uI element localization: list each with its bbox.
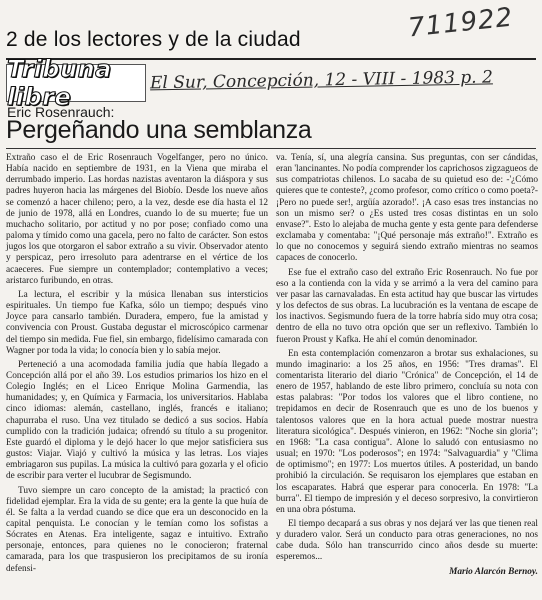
masthead-box [6, 55, 146, 111]
handwritten-archive-number: 711922 [406, 2, 515, 44]
section-heading: 2 de los lectores y de la ciudad [6, 28, 301, 51]
byline: Eric Rosenrauch: [7, 104, 115, 120]
author-signature: Mario Alarcón Bernoy. [449, 566, 538, 577]
paragraph: Tuvo siempre un caro concepto de la amistad; la practicó con fidelidad ejemplar. Era la vida de su gente; era la gente la que huía de él. Se falta a la verdad cuando se dice que era un desconocido en la capital penquista. Le conocían y le temían como los sofistas a Sócrates en Atenas. Era inteligente, sagaz e intuitivo. Extraño personaje, entonces, para quienes no le conocieron; fraternal camarada, para los que traspusieron los precipitamos de su ironía defensi- [6, 485, 268, 574]
left-column [6, 153, 268, 578]
paragraph: Perteneció a una acomodada familia judía que había llegado a Concepción allá por el año 39. Los estudios primarios los hizo en el Colegio Inglés; en el Liceo Enrique Molina Garmendia, las humanidades; y, en Química y Farmacia, los universitarios. Hablaba cinco idiomas: alemán, castellano, inglés, francés e italiano; chapurraba el ruso. Una vez titulado se dedicó a sus socios. Había cumplido con la tradición judaica; ofrendó su título a su progenitor. Este guardó el diploma y le dejó hacer lo que mejor satisficiera sus gustos: Viajar. Viajó y cultivó la música y las letras. Los viajes embriagaron sus pupilas. La música la cultivó para gozarla y el oficio de escribir para verter el lucubrar de Segismundo. [6, 359, 268, 482]
paragraph: va. Tenía, sí, una alegría cansina. Sus preguntas, con ser cándidas, eran 'lancinantes. No podía comprender los caprichosos zigzagueos de sus compatriotas chilenos. Lo sacaba de su quietud eso de: -'¿Cómo quieres que te conteste?, ¿como profesor, como crítico o como poeta?- ¡Pero no puede ser!, argüía azorado!'. ¡A caso esas tres instancias no son un mismo ser? o ¿Es usted tres cosas distintas en un solo envase?''. Esto lo alejaba de mucha gente y esta gente para defenderse exclamaba y comentaba: "¡Qué personaje más extraño!". Extraño es lo que no conocemos y seguirá siendo extraño mientras no seamos capaces de conocerlo. [276, 153, 538, 264]
article-title: Pergeñando una semblanza [6, 116, 312, 144]
handwritten-source-note: El Sur, Concepción, 12 - VIII - 1983 p. 2 [149, 67, 494, 94]
masthead: Tribuna libre [7, 55, 112, 111]
paragraph: En esta contemplación comenzaron a brotar sus exhalaciones, su mundo imaginario: a los 25 años, en 1956: "Tres dramas". El comentarista literario del diario "Crónica" de Concepción, el 14 de enero de 1957, hablando de este libro primero, concluía su nota con estas palabras: "Por todos los valores que el libro contiene, no trepidamos en decir de Rosenrauch que es uno de los buenos y talentosos valores que en la hora actual puede mostrar nuestra literatura sicológica". Después vinieron, en 1962: "Noche sin gloria"; en 1968: "La casa contigua". Alone lo saludó con entusiasmo no usual; en 1970: "Los poderosos"; en 1974: "Salvaguardia" y "Clima de optimismo"; en 1977: Los muertos útiles. A posteridad, un bando prohibió la circulación. Se requisaron los ejemplares que estaban en los escaparates. Habrá que esperar para conocerla. En 1978: "La burra". El tiempo de impresión y el deceso sorpresivo, la convirtieron en una obra póstuma. [276, 348, 538, 515]
paragraph: Extraño caso el de Eric Rosenrauch Vogelfanger, pero no único. Había nacido en septiembre de 1931, en la Viena que miraba el derrumbado imperio. Las hordas nazistas aventaron la diáspora y sus padres huyeron hacia las márgenes del Biobío. Desde los nueve años se comenzó a hacer chileno; pero, a la vez, desde ese día hasta el 12 de junio de 1978, allá en Londres, cuando lo de su muerte; fue un muchacho solitario, por actitud y no por pose; confiado como una paloma y tímido como una gacela, pero no falto de carácter. Son estos jugos los que otorgaron el sabor extraño a su vivir. Observador atento y perspicaz, pero irresoluto para adentrarse en el vértice de los acaeceres. Fue siempre un contemplador; contemplativo a veces; aristarco furibundo, en otras. [6, 153, 268, 286]
title-rule [6, 148, 536, 149]
right-column [276, 153, 538, 578]
paragraph: El tiempo decapará a sus obras y nos dejará ver las que tienen real y duradero valor. Será un conducto para otras generaciones, no nos cabe duda. Sólo han transcurrido cinco años desde su muerte: esperemos... [276, 519, 538, 563]
paragraph: Ese fue el extraño caso del extraño Eric Rosenrauch. No fue por eso a la contienda con la vida y se arrimó a la vera del camino para ver pasar las carnavaladas. En esta actitud hay que buscar las virtudes y los defectos de sus obras. La lucubración es la ventana de escape de los inactivos. Segismundo fuera de la torre habría sido muy otra cosa; dentro de ella no tuvo otra opción que ser un reflexivo. También lo fueron Proust y Kafka. He ahí el común denominador. [276, 267, 538, 345]
paragraph: La lectura, el escribir y la música llenaban sus intersticios espirituales. Un tiempo fue Kafka, sólo un tiempo; después vino Joyce para cansarlo también. Duradera, empero, fue la amistad y convivencia con Proust. Gustaba degustar el microscópico carmenar del tiempo sin medida. Fue fiel, sin embargo, fidelísimo camarada con Wagner por toda la vida; lo conocía bien y lo sabía mejor. [6, 289, 268, 356]
